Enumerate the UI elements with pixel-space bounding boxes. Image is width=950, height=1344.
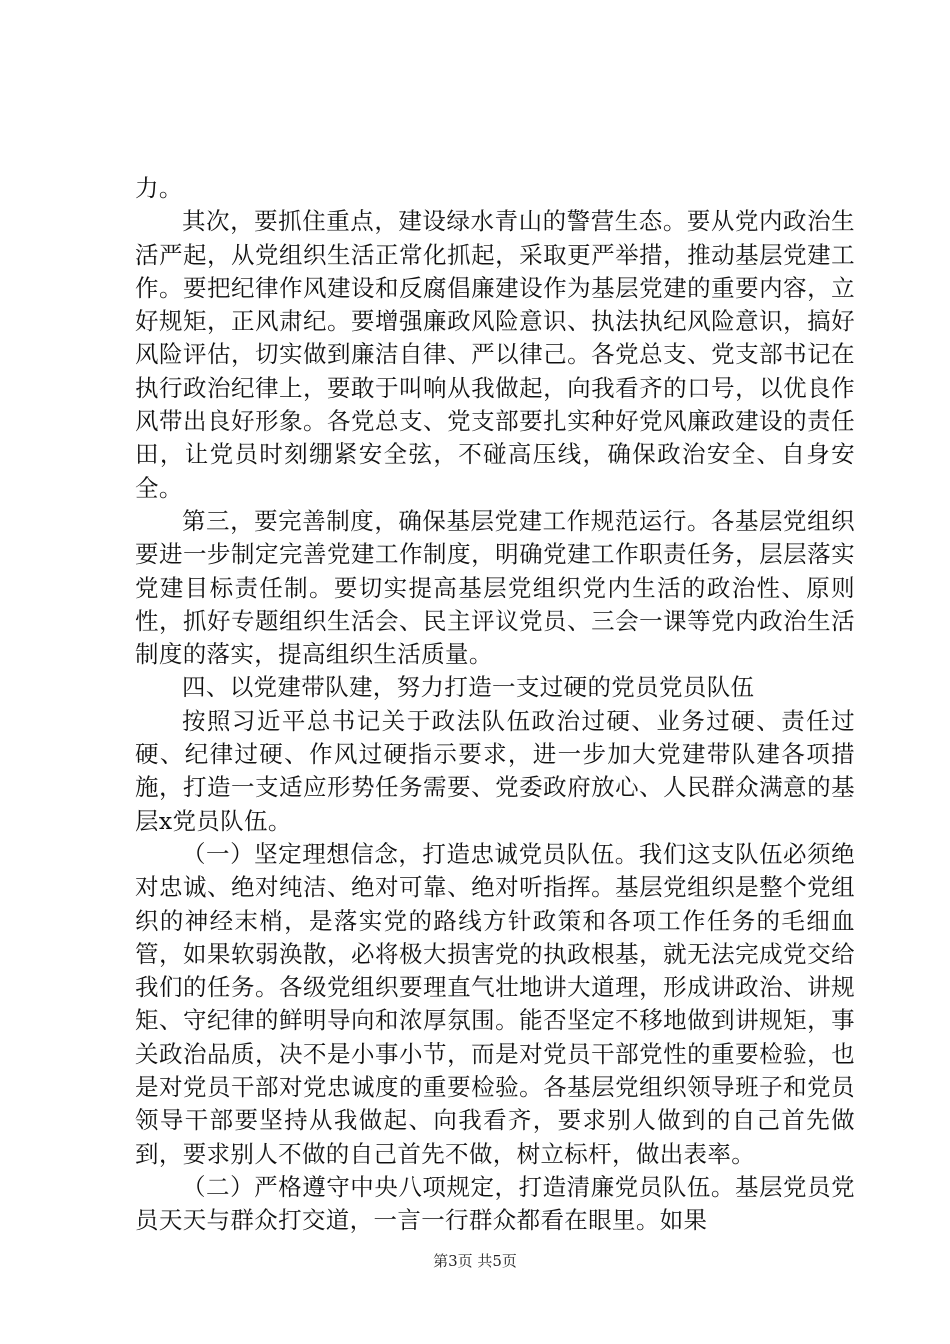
paragraph-second-point: 其次，要抓住重点，建设绿水青山的警营生态。要从党内政治生活严起，从党组织生活正常化抓起，采取更严举措，推动基层党建工作。要把纪律作风建设和反腐倡廉建设作为基层党建的重要内容，立好规矩，正风肃纪。要增强廉政风险意识、执法执纪风险意识，搞好风险评估，切实做到廉洁自律、严以律己。各党总支、党支部书记在执行政治纪律上，要敢于叫响从我做起，向我看齐的口号，以优良作风带出良好形象。各党总支、党支部要扎实种好党风廉政建设的责任田，让党员时刻绷紧安全弦，不碰高压线，确保政治安全、自身安全。	[135, 207, 855, 502]
paragraph-item-two: （二）严格遵守中央八项规定，打造清廉党员队伍。基层党员党员天天与群众打交道，一言一行群众都看在眼里。如果	[135, 1172, 855, 1235]
page-footer	[0, 1250, 950, 1271]
section-heading-four: 四、以党建带队建，努力打造一支过硬的党员党员队伍	[182, 673, 755, 702]
paragraph-section-intro: 按照习近平总书记关于政法队伍政治过硬、业务过硬、责任过硬、纪律过硬、作风过硬指示要求，进一步加大党建带队建各项措施，打造一支适应形势任务需要、党委政府放心、人民群众满意的基层x党员队伍。	[135, 706, 855, 835]
paragraph-third-point: 第三，要完善制度，确保基层党建工作规范运行。各基层党组织要进一步制定完善党建工作制度，明确党建工作职责任务，层层落实党建目标责任制。要切实提高基层党组织党内生活的政治性、原则性，抓好专题组织生活会、民主评议党员、三会一课等党内政治生活制度的落实，提高组织生活质量。	[135, 506, 855, 669]
paragraph-item-one: （一）坚定理想信念，打造忠诚党员队伍。我们这支队伍必须绝对忠诚、绝对纯洁、绝对可靠、绝对听指挥。基层党组织是整个党组织的神经末梢，是落实党的路线方针政策和各项工作任务的毛细血管，如果软弱涣散，必将极大损害党的执政根基，就无法完成党交给我们的任务。各级党组织要理直气壮地讲大道理，形成讲政治、讲规矩、守纪律的鲜明导向和浓厚氛围。能否坚定不移地做到讲规矩，事关政治品质，决不是小事小节，而是对党员干部党性的重要检验，也是对党员干部对党忠诚度的重要检验。各基层党组织领导班子和党员领导干部要坚持从我做起、向我看齐，要求别人做到的自己首先做到，要求别人不做的自己首先不做，树立标杆，做出表率。	[135, 839, 855, 1168]
page-number-label: 第3页 共5页	[433, 1252, 517, 1270]
paragraph-continuation: 力。	[135, 174, 183, 202]
document-body	[135, 172, 855, 1238]
